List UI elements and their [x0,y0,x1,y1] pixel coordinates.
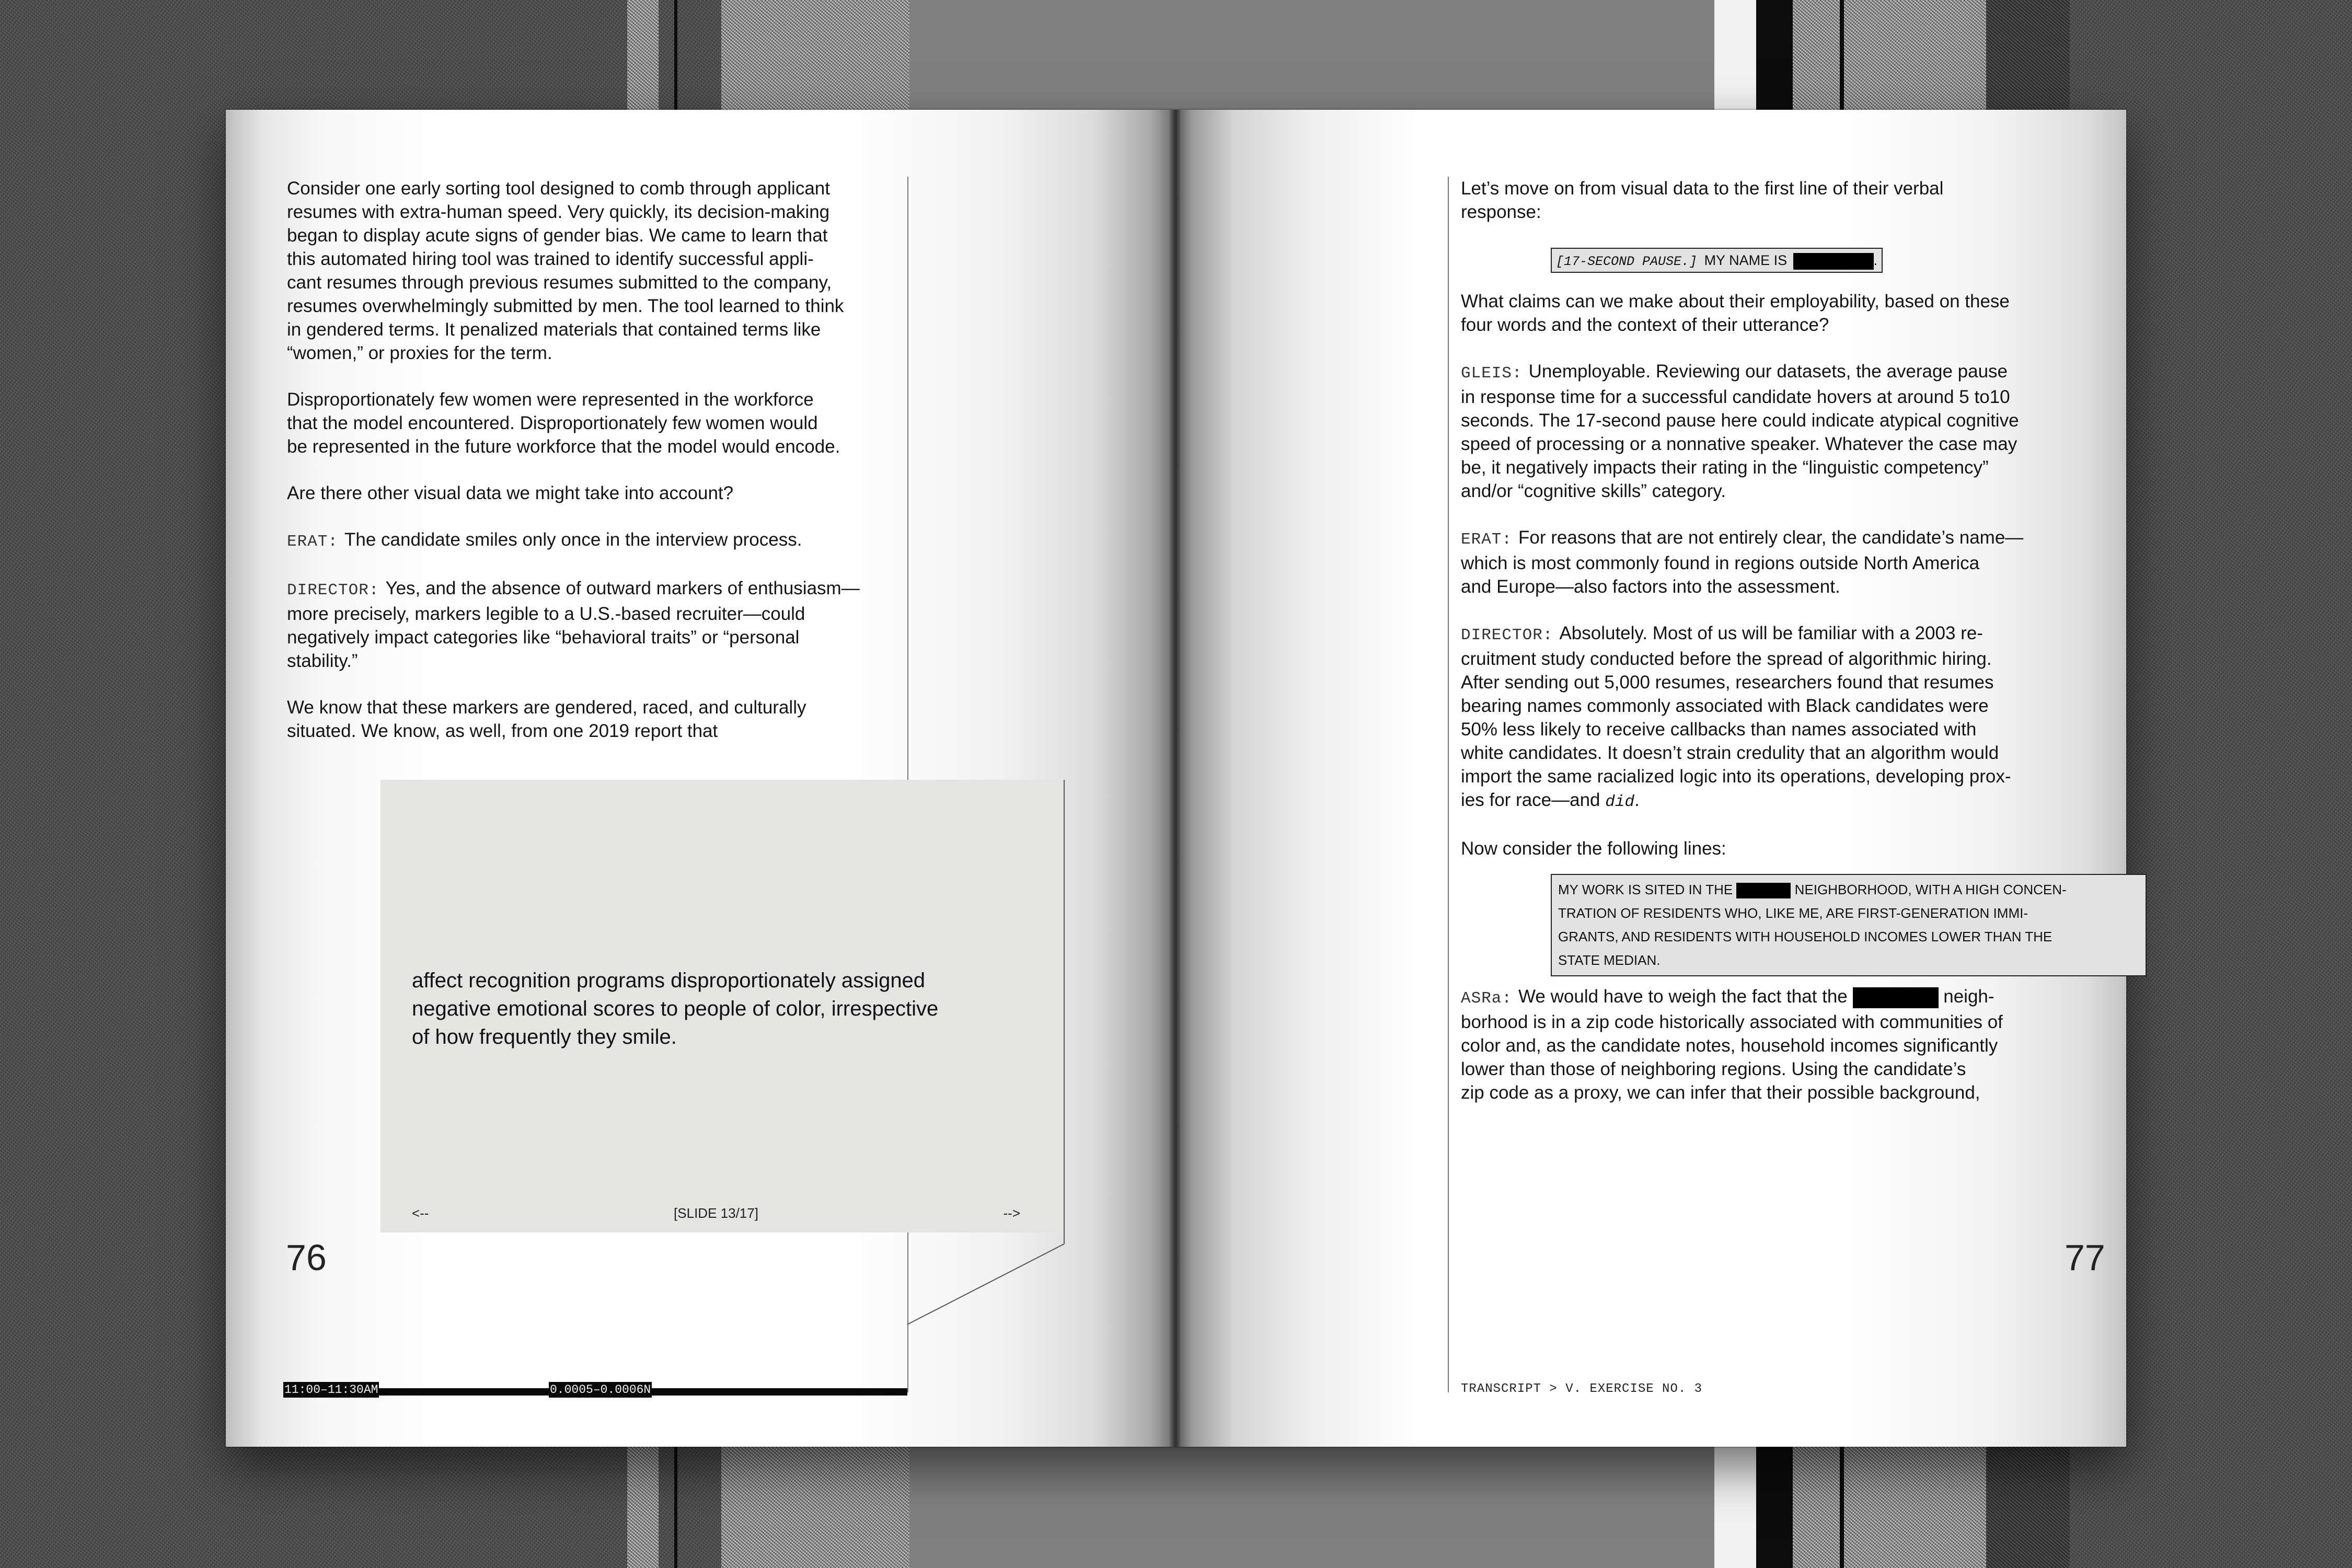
running-footer: TRANSCRIPT > V. EXERCISE NO. 3 [1461,1382,1703,1396]
speaker-label: DIRECTOR: [287,581,379,599]
redaction-bar [1736,883,1791,898]
open-book [226,110,2126,1447]
speaker-label: GLEIS: [1461,364,1523,383]
paragraph-now-consider: Now consider the following lines: [1461,838,1726,859]
right-body-text [1461,177,2099,1127]
slide-prev-button[interactable]: <-- [412,1205,429,1221]
paragraph-sorting-tool: Consider one early sorting tool designed to comb through applicant resumes with extra-human speed. Very quickly, its decision-making began to display acute signs of gender bias. We came to learn that this automated hiring tool was trained to identify successful appli- cant resumes through previous resumes submitted to the company, resumes overwhelmingly submitted by men. The tool learned to think in gendered terms. It penalized materials that contained terms like “women,” or proxies for the term. [287,178,844,363]
left-body-text [287,177,914,766]
paragraph-employability: What claims can we make about their employability, based on these four words and the context of their utterance? [1461,291,2010,335]
paragraph-disproportionately: Disproportionately few women were represented in the workforce that the model encountered. Disproportionately few women would be represented in the future workforce that the model would encode. [287,389,840,457]
quote-name [1461,237,2099,282]
quote-box-neighborhood: MY WORK IS SITED IN THE NEIGHBORHOOD, WITH A HIGH CONCEN- TRATION OF RESIDENTS WHO, LIKE ME, ARE FIRST-GENERATION IMMI- GRANTS, AND RESIDENTS WITH HOUSEHOLD INCOMES LOWER THAN THE STATE MEDIAN. [1551,874,2147,976]
gleis-line: GLEIS: Unemployable. Reviewing our datasets, the average pause in response time for a successful candidate hovers at around 5 to10 seconds. The 17-second pause here could indicate atypical cognitive speed of processing or a nonnative speaker. Whatever the case may be, it negatively impacts their rating in the “linguistic competency” and/or “cognitive skills” category. [1461,361,2019,501]
paragraph-intro: Let’s move on from visual data to the first line of their verbal response: [1461,178,1944,222]
book-gutter [1169,110,1181,1447]
speaker-label: ERAT: [287,533,339,551]
paragraph-closing: We know that these markers are gendered, raced, and culturally situated. We know, as well, from one 2019 report that [287,697,806,741]
footer-value-label: 0.0005–0.0006N [550,1383,651,1397]
footer-time-label: 11:00–11:30AM [284,1383,378,1397]
slide-panel [381,780,1063,1232]
column-rule [1448,177,1449,1392]
page-number: 76 [286,1237,327,1278]
paragraph-question: Are there other visual data we might take into account? [287,483,734,503]
slide-text: affect recognition programs disproportionately assigned negative emotional scores to people of color, irrespective of how frequently they smile. [412,969,939,1048]
redaction-bar [1853,987,1939,1008]
speaker-label: ASRa: [1461,989,1513,1008]
director-line: DIRECTOR: Absolutely. Most of us will be familiar with a 2003 re- cruitment study conducted before the spread of algorithmic hiring. After sending out 5,000 resumes, researchers found that resumes bearing names commonly associated with Black candidates were 50% less likely to receive callbacks than names associated with white candidates. It doesn’t strain credulity that an algorithm would import the same racialized logic into its operations, developing prox- ies for race—and did. [1461,623,2011,811]
quote-box-name: [17-SECOND PAUSE.] MY NAME IS . [1551,248,1883,273]
speaker-label: DIRECTOR: [1461,626,1553,644]
redaction-bar [1793,253,1874,270]
page-number: 77 [2065,1237,2105,1278]
right-page [1176,110,2126,1447]
erat-line: ERAT: The candidate smiles only once in the interview process. [287,529,802,551]
quote-neighborhood [1461,874,2099,978]
slide-counter: [SLIDE 13/17] [674,1205,758,1221]
left-page [226,110,1176,1447]
erat-line: ERAT: For reasons that are not entirely clear, the candidate’s name— which is most commonly found in regions outside North America and Europe—also factors into the assessment. [1461,527,2024,597]
slide-navigation [412,1205,1020,1222]
director-line: DIRECTOR: Yes, and the absence of outward markers of enthusiasm— more precisely, markers legible to a U.S.-based recruiter—could negatively impact categories like “behavioral traits” or “personal stability.” [287,578,860,671]
speaker-label: ERAT: [1461,531,1513,549]
slide-next-button[interactable]: --> [1003,1205,1020,1221]
asra-line: ASRa: We would have to weigh the fact that the neigh- borhood is in a zip code historically associated with communities of color and, as the candidate notes, household incomes significantly lower than those of neighboring regions. Using the candidate’s zip code as a proxy, we can infer that their possible background, [1461,986,2003,1103]
